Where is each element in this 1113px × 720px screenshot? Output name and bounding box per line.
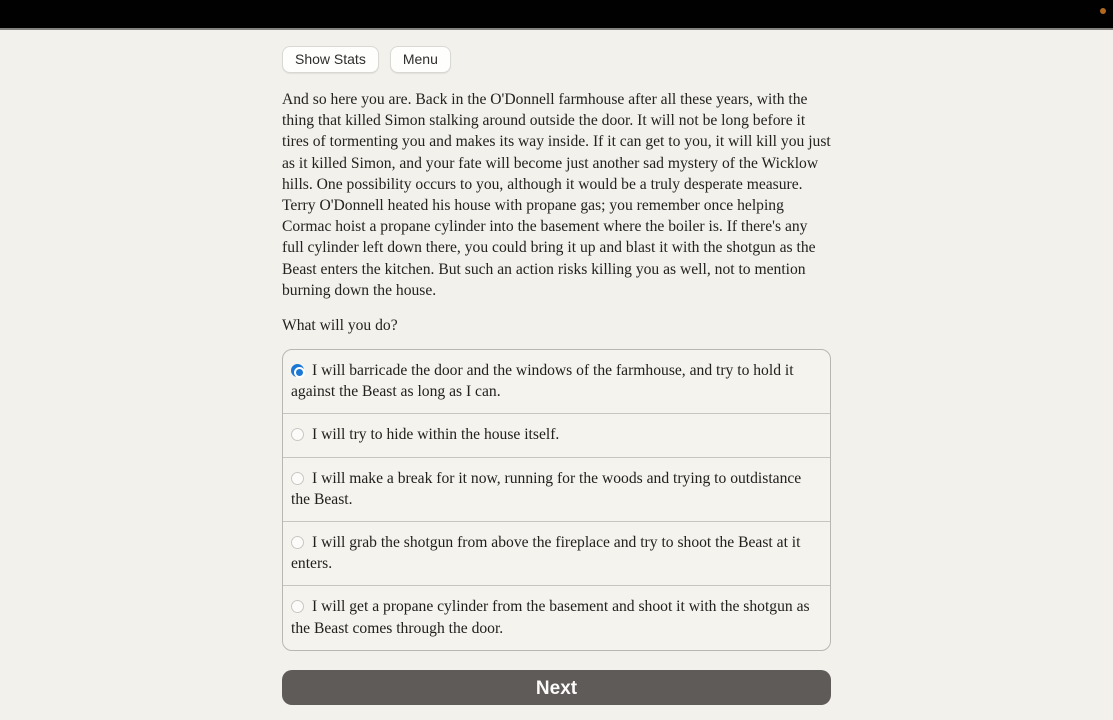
radio-button-icon[interactable] (291, 364, 304, 377)
show-stats-button[interactable]: Show Stats (282, 46, 379, 73)
choice-option-label: I will barricade the door and the windows of the farmhouse, and try to hold it against the Beast as long as I can. (291, 362, 794, 401)
radio-button-icon[interactable] (291, 600, 304, 613)
choice-option-label: I will get a propane cylinder from the basement and shoot it with the shotgun as the Beast comes through the door. (291, 598, 810, 637)
radio-button-icon[interactable] (291, 428, 304, 441)
choice-option[interactable] (283, 413, 830, 456)
menu-button[interactable]: Menu (390, 46, 451, 73)
choice-option[interactable] (283, 585, 830, 649)
choice-option-label: I will try to hide within the house itself. (312, 426, 560, 444)
recording-indicator-dot (1100, 8, 1106, 14)
choice-prompt: What will you do? (282, 317, 398, 335)
game-toolbar (282, 46, 831, 73)
story-paragraph: And so here you are. Back in the O'Donnell farmhouse after all these years, with the thing that killed Simon stalking around outside the door. It will not be long before it tires of tormenting you and makes its way inside. If it can get to you, it will kill you just as it killed Simon, and your fate will become just another sad mystery of the Wicklow hills. One possibility occurs to you, although it would be a truly desperate measure. Terry O'Donnell heated his house with propane gas; you remember once helping Cormac hoist a propane cylinder into the basement where the boiler is. If there's any full cylinder left down there, you could bring it up and blast it with the shotgun as the Beast enters the kitchen. But such an action risks killing you as well, not to mention burning down the house. (282, 91, 831, 299)
choice-option[interactable] (283, 521, 830, 585)
window-title-bar (0, 0, 1113, 30)
radio-button-icon[interactable] (291, 472, 304, 485)
choice-option[interactable] (283, 350, 830, 413)
story-content-column (282, 46, 831, 705)
choice-option[interactable] (283, 457, 830, 521)
choice-option-label: I will grab the shotgun from above the fireplace and try to shoot the Beast at it enters. (291, 534, 801, 573)
choices-group (282, 349, 831, 651)
next-button[interactable]: Next (282, 670, 831, 705)
choice-option-label: I will make a break for it now, running for the woods and trying to outdistance the Beast. (291, 469, 802, 508)
radio-button-icon[interactable] (291, 536, 304, 549)
